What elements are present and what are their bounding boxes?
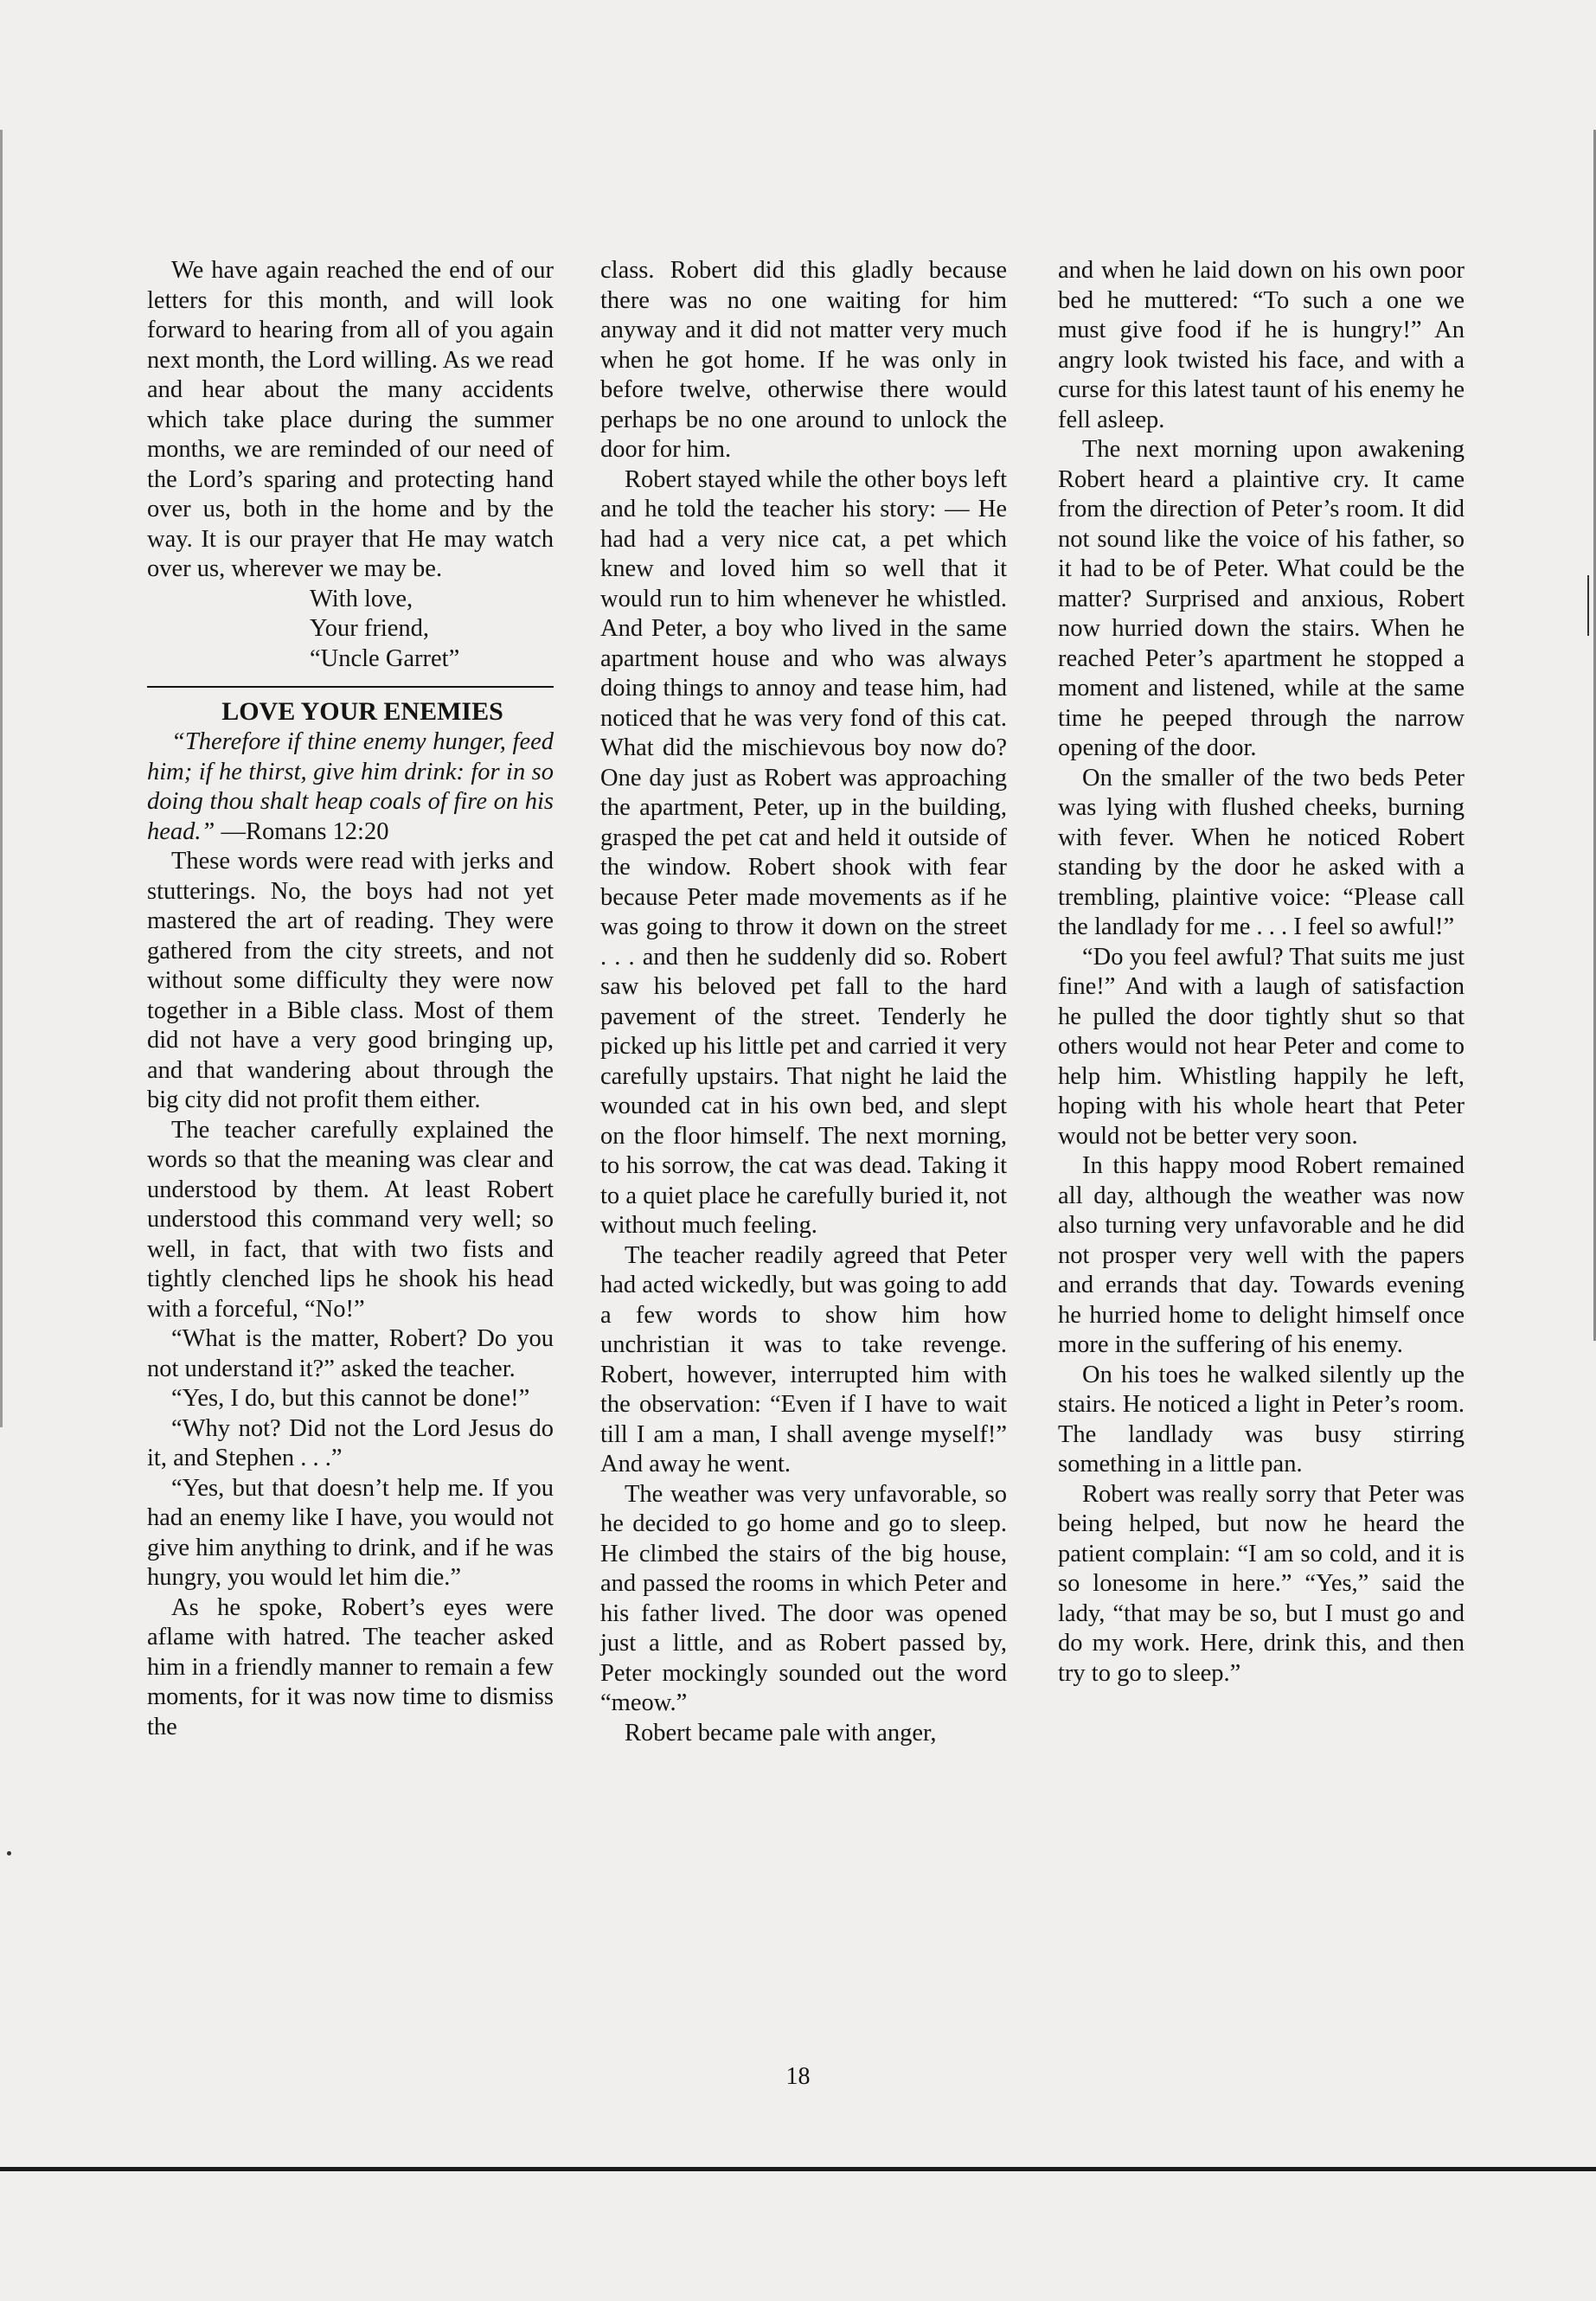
bottom-rule	[0, 2167, 1596, 2171]
column-3	[1058, 256, 1465, 1689]
paragraph: “Do you feel awful? That suits me just fine!” And with a laugh of satisfaction he pulled the door tightly shut so that others would not hear Peter and come to help him. Whistling happily he left, hoping with his whole heart that Peter would not be better very soon.	[1058, 943, 1465, 1150]
paragraph: “Why not? Did not the Lord Jesus do it, and Stephen . . .”	[147, 1414, 554, 1471]
paragraph: “Yes, but that doesn’t help me. If you had an enemy like I have, you would not give him anything to drink, and if he was hungry, you would let him die.”	[147, 1474, 554, 1591]
paragraph: The teacher carefully explained the words so that the meaning was clear and understood by them. At least Robert understood this command very well; so well, in fact, that with two fists and tightly clenched lips he shook his head with a forceful, “No!”	[147, 1116, 554, 1323]
scripture-verse	[147, 727, 554, 847]
paragraph: Robert became pale with anger,	[625, 1719, 937, 1747]
paragraph: As he spoke, Robert’s eyes were aflame with hatred. The teacher asked him in a friendly manner to remain a few moments, for it was now time to dismiss the	[147, 1593, 554, 1740]
paragraph: The next morning upon awakening Robert heard a plaintive cry. It came from the direction of Peter’s room. It did not sound like the voice of his father, so it had to be of Peter. What could be the matter? Surprised and anxious, Robert now hurried down the stairs. When he reached Peter’s apartment he stopped a moment and listened, while at the same time he peeped through the narrow opening of the door.	[1058, 436, 1465, 761]
paragraph: and when he laid down on his own poor bed he muttered: “To such a one we must give food if he is hungry!” An angry look twisted his face, and with a curse for this latest taunt of his enemy he fell asleep.	[1058, 257, 1465, 433]
verse-reference: —Romans 12:20	[215, 817, 389, 845]
column-1	[147, 256, 554, 1742]
friend-line: Your friend,	[310, 615, 430, 642]
paragraph: class. Robert did this gladly because there was no one waiting for him anyway and it did not matter very much when he got home. If he was only in before twelve, otherwise there would perhaps be no one around to unlock the door for him.	[600, 257, 1007, 463]
paragraph: On his toes he walked silently up the stairs. He noticed a light in Peter’s room. The landlady was busy stirring something in a little pan.	[1058, 1361, 1465, 1477]
paragraph: The teacher readily agreed that Peter had acted wickedly, but was going to add a few words to show him how unchristian it was to take revenge. Robert, however, interrupted him with the observation: “Even if I have to wait till I am a man, I shall avenge myself!” And away he went.	[600, 1241, 1007, 1477]
paragraph: In this happy mood Robert remained all day, although the weather was now also turning very unfavorable and he did not prosper very well with the papers and errands that day. Towards evening he hurried home to delight himself once more in the suffering of his enemy.	[1058, 1152, 1465, 1358]
paragraph: Robert was really sorry that Peter was being helped, but now he heard the patient complain: “I am so cold, and it is so lonesome in here.” “Yes,” said the lady, “that may be so, but I must go and do my work. Here, drink this, and then try to go to sleep.”	[1058, 1480, 1465, 1687]
scan-edge-left	[0, 130, 3, 1427]
paragraph: These words were read with jerks and stutterings. No, the boys had not yet mastered the art of reading. They were gathered from the city streets, and not without some difficulty they were now together in a Bible class. Most of them did not have a very good bringing up, and that wandering about through the big city did not profit them either.	[147, 848, 554, 1113]
paragraph: The weather was very unfavorable, so he decided to go home and go to sleep. He climbed the stairs of the big house, and passed the rooms in which Peter and his father lived. The door was opened just a little, and as Robert passed by, Peter mockingly sounded out the word “meow.”	[600, 1480, 1007, 1716]
paragraph: Robert stayed while the other boys left and he told the teacher his story: — He had had a very nice cat, a pet which knew and loved him so well that it would run to him whenever he whistled. And Peter, a boy who lived in the same apartment house and who was always doing things to annoy and tease him, had noticed that he was very fond of this cat. What did the mischievous boy now do? One day just as Robert was approaching the apartment, Peter, up in the building, grasped the pet cat and held it outside of the window. Robert shook with fear because Peter made movements as if he was going to throw it down on the street . . . and then he suddenly did so. Robert saw his beloved pet fall to the hard pavement of the street. Tenderly he picked up his little pet and carried it very carefully upstairs. That night he laid the wounded cat in his own bed, and slept on the floor himself. The next morning, to his sorrow, the cat was dead. Taking it to a quiet place he carefully buried it, not without much feeling.	[600, 465, 1007, 1239]
closing-line: With love,	[310, 585, 413, 612]
column-2	[600, 256, 1007, 1748]
intro-paragraph: We have again reached the end of our letters for this month, and will look forward to hearing from all of you again next month, the Lord willing. As we read and hear about the many accidents which take place during the summer months, we are reminded of our need of the Lord’s sparing and protecting hand over us, both in the home and by the way. It is our prayer that He may watch over us, wherever we may be.	[147, 257, 554, 582]
paragraph: On the smaller of the two beds Peter was lying with flushed cheeks, burning with fever. When he noticed Robert standing by the door he asked with a trembling, plaintive voice: “Please call the landlady for me . . . I feel so awful!”	[1058, 764, 1465, 940]
scan-speck	[7, 1851, 11, 1856]
signature: “Uncle Garret”	[310, 644, 460, 672]
verse-text: “Therefore if thine enemy hunger, feed him; if he thirst, give him drink: for in so doing thou shalt heap coals of fire on his head.”	[147, 728, 554, 845]
page-number: 18	[785, 2063, 811, 2090]
paragraph: “Yes, I do, but this cannot be done!”	[171, 1385, 530, 1412]
story-title: LOVE YOUR ENEMIES	[221, 697, 503, 726]
paragraph: “What is the matter, Robert? Do you not understand it?” asked the teacher.	[147, 1325, 554, 1382]
section-divider	[147, 686, 554, 688]
scan-mark	[1587, 575, 1589, 636]
